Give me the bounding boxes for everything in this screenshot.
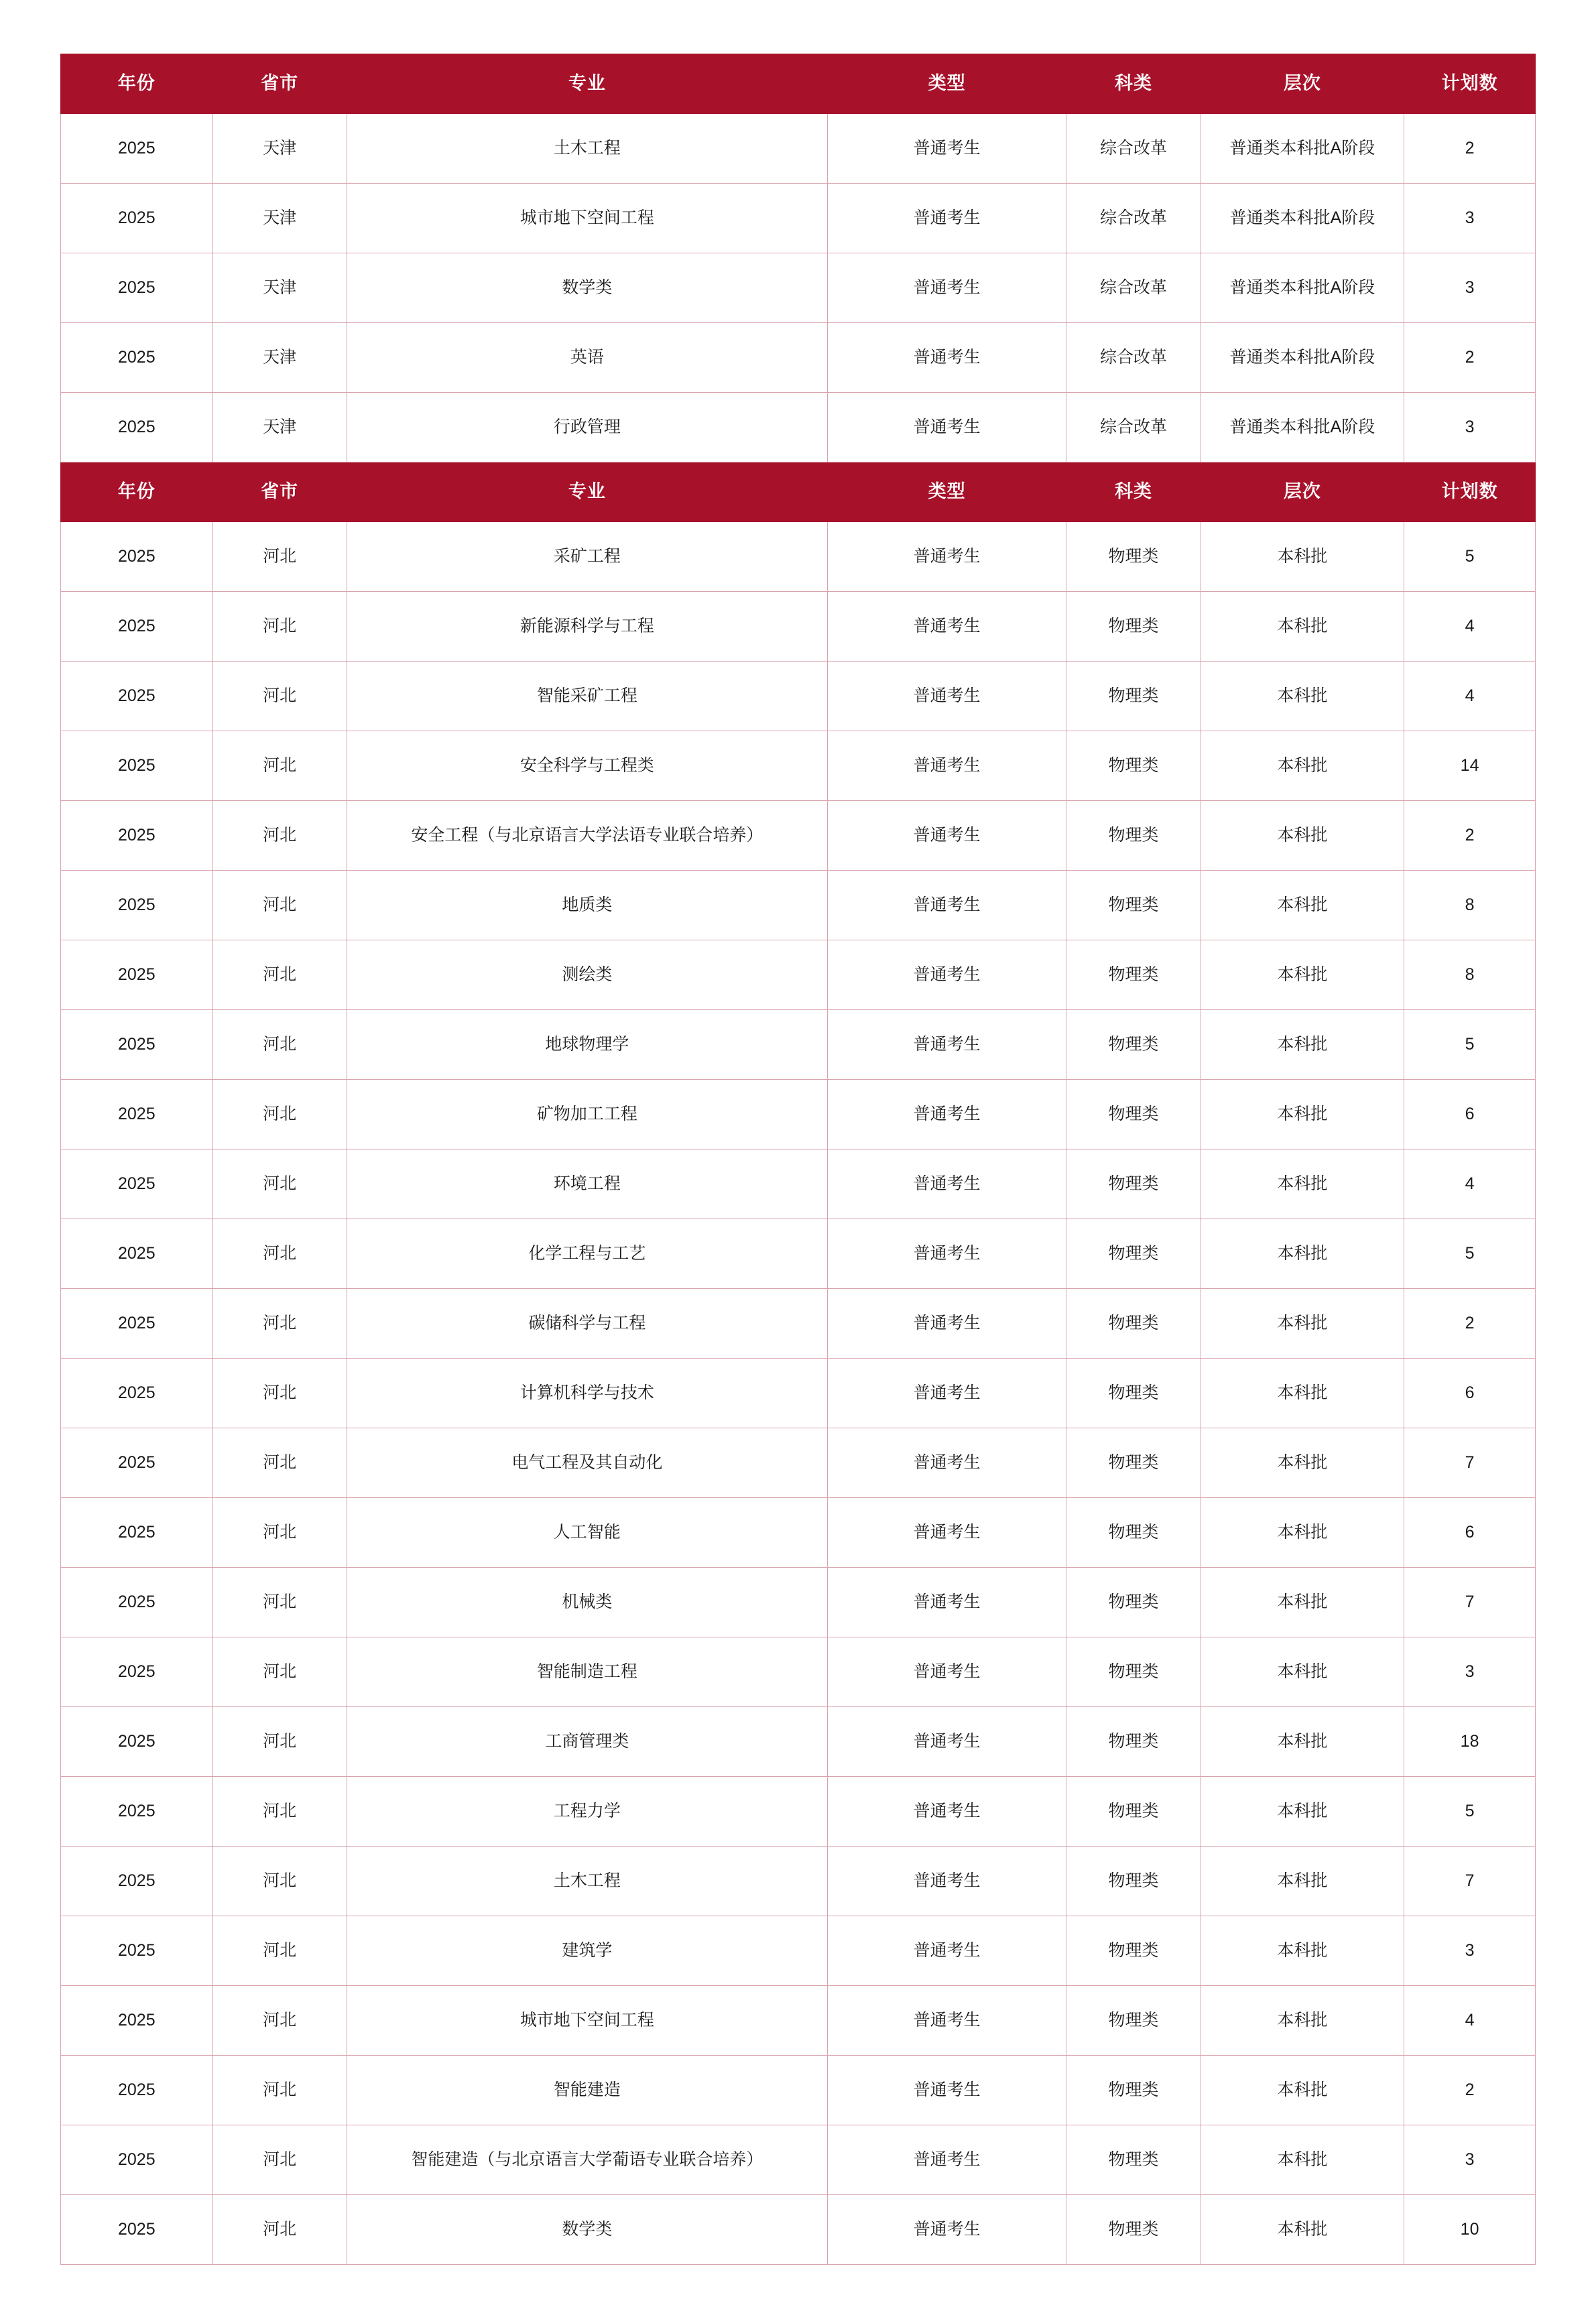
cell-major: 采矿工程 <box>347 522 827 592</box>
cell-province: 河北 <box>212 2195 347 2265</box>
cell-subject-category: 物理类 <box>1066 1289 1201 1359</box>
cell-major: 建筑学 <box>347 1916 827 1986</box>
cell-year: 2025 <box>61 1080 213 1149</box>
table-row <box>61 871 1536 940</box>
cell-level: 本科批 <box>1201 2056 1404 2125</box>
cell-plan-count: 6 <box>1404 1080 1536 1149</box>
cell-type: 普通考生 <box>827 1219 1066 1289</box>
cell-subject-category: 物理类 <box>1066 592 1201 662</box>
column-header-level: 层次 <box>1201 462 1404 522</box>
cell-level: 本科批 <box>1201 1568 1404 1637</box>
cell-major: 矿物加工工程 <box>347 1080 827 1149</box>
cell-major: 英语 <box>347 323 827 393</box>
table-row <box>61 801 1536 871</box>
cell-major: 碳储科学与工程 <box>347 1289 827 1359</box>
cell-subject-category: 物理类 <box>1066 1847 1201 1916</box>
cell-subject-category: 物理类 <box>1066 940 1201 1010</box>
cell-subject-category: 综合改革 <box>1066 114 1201 184</box>
cell-level: 普通类本科批A阶段 <box>1201 184 1404 253</box>
cell-type: 普通考生 <box>827 731 1066 801</box>
table-row <box>61 592 1536 662</box>
cell-level: 本科批 <box>1201 1707 1404 1777</box>
cell-level: 本科批 <box>1201 1010 1404 1080</box>
cell-major: 地质类 <box>347 871 827 940</box>
cell-type: 普通考生 <box>827 2056 1066 2125</box>
cell-level: 本科批 <box>1201 2125 1404 2195</box>
cell-major: 工商管理类 <box>347 1707 827 1777</box>
cell-type: 普通考生 <box>827 1498 1066 1568</box>
cell-province: 河北 <box>212 1149 347 1219</box>
table-row <box>61 1568 1536 1637</box>
cell-year: 2025 <box>61 1289 213 1359</box>
cell-type: 普通考生 <box>827 1080 1066 1149</box>
cell-type: 普通考生 <box>827 1916 1066 1986</box>
cell-type: 普通考生 <box>827 1359 1066 1428</box>
cell-province: 河北 <box>212 2056 347 2125</box>
cell-plan-count: 3 <box>1404 1916 1536 1986</box>
table-row <box>61 393 1536 462</box>
cell-major: 安全工程（与北京语言大学法语专业联合培养） <box>347 801 827 871</box>
cell-plan-count: 2 <box>1404 2056 1536 2125</box>
cell-type: 普通考生 <box>827 253 1066 323</box>
column-header-type: 类型 <box>827 462 1066 522</box>
cell-subject-category: 物理类 <box>1066 1498 1201 1568</box>
table-row <box>61 1149 1536 1219</box>
cell-province: 河北 <box>212 1986 347 2056</box>
cell-level: 本科批 <box>1201 1428 1404 1498</box>
table-row <box>61 1707 1536 1777</box>
cell-subject-category: 物理类 <box>1066 871 1201 940</box>
cell-province: 河北 <box>212 1637 347 1707</box>
cell-subject-category: 物理类 <box>1066 1986 1201 2056</box>
cell-plan-count: 18 <box>1404 1707 1536 1777</box>
cell-subject-category: 综合改革 <box>1066 184 1201 253</box>
table-row <box>61 1916 1536 1986</box>
cell-type: 普通考生 <box>827 871 1066 940</box>
cell-level: 本科批 <box>1201 1498 1404 1568</box>
table-row <box>61 2195 1536 2265</box>
cell-year: 2025 <box>61 1568 213 1637</box>
cell-year: 2025 <box>61 1428 213 1498</box>
cell-major: 行政管理 <box>347 393 827 462</box>
cell-year: 2025 <box>61 2195 213 2265</box>
table-row <box>61 1359 1536 1428</box>
cell-major: 测绘类 <box>347 940 827 1010</box>
cell-major: 电气工程及其自动化 <box>347 1428 827 1498</box>
table-row <box>61 323 1536 393</box>
cell-level: 普通类本科批A阶段 <box>1201 114 1404 184</box>
cell-province: 天津 <box>212 184 347 253</box>
column-header-major: 专业 <box>347 462 827 522</box>
cell-province: 河北 <box>212 592 347 662</box>
cell-year: 2025 <box>61 1149 213 1219</box>
cell-province: 河北 <box>212 871 347 940</box>
cell-subject-category: 物理类 <box>1066 2056 1201 2125</box>
cell-subject-category: 物理类 <box>1066 522 1201 592</box>
table-row <box>61 1428 1536 1498</box>
cell-type: 普通考生 <box>827 1010 1066 1080</box>
cell-subject-category: 物理类 <box>1066 662 1201 731</box>
cell-subject-category: 物理类 <box>1066 731 1201 801</box>
cell-province: 河北 <box>212 1568 347 1637</box>
cell-subject-category: 综合改革 <box>1066 323 1201 393</box>
cell-type: 普通考生 <box>827 1986 1066 2056</box>
cell-type: 普通考生 <box>827 1428 1066 1498</box>
cell-subject-category: 物理类 <box>1066 1916 1201 1986</box>
column-header-major: 专业 <box>347 54 827 114</box>
cell-plan-count: 4 <box>1404 662 1536 731</box>
cell-major: 智能建造 <box>347 2056 827 2125</box>
cell-province: 天津 <box>212 114 347 184</box>
column-header-subject-category: 科类 <box>1066 462 1201 522</box>
cell-type: 普通考生 <box>827 1568 1066 1637</box>
cell-year: 2025 <box>61 1359 213 1428</box>
cell-type: 普通考生 <box>827 2195 1066 2265</box>
cell-subject-category: 综合改革 <box>1066 253 1201 323</box>
cell-year: 2025 <box>61 1847 213 1916</box>
cell-year: 2025 <box>61 1707 213 1777</box>
column-header-plan-count: 计划数 <box>1404 54 1536 114</box>
cell-year: 2025 <box>61 1498 213 1568</box>
cell-major: 人工智能 <box>347 1498 827 1568</box>
cell-plan-count: 3 <box>1404 1637 1536 1707</box>
table-header-row <box>61 462 1536 522</box>
cell-major: 智能建造（与北京语言大学葡语专业联合培养） <box>347 2125 827 2195</box>
cell-plan-count: 4 <box>1404 1986 1536 2056</box>
cell-plan-count: 4 <box>1404 592 1536 662</box>
cell-year: 2025 <box>61 1777 213 1847</box>
cell-year: 2025 <box>61 393 213 462</box>
cell-year: 2025 <box>61 253 213 323</box>
cell-plan-count: 7 <box>1404 1568 1536 1637</box>
cell-type: 普通考生 <box>827 1707 1066 1777</box>
table-row <box>61 940 1536 1010</box>
cell-subject-category: 物理类 <box>1066 2195 1201 2265</box>
cell-plan-count: 6 <box>1404 1498 1536 1568</box>
cell-year: 2025 <box>61 114 213 184</box>
cell-level: 本科批 <box>1201 662 1404 731</box>
cell-subject-category: 物理类 <box>1066 1777 1201 1847</box>
cell-level: 本科批 <box>1201 801 1404 871</box>
cell-year: 2025 <box>61 592 213 662</box>
cell-subject-category: 物理类 <box>1066 2125 1201 2195</box>
cell-year: 2025 <box>61 323 213 393</box>
cell-level: 普通类本科批A阶段 <box>1201 323 1404 393</box>
cell-year: 2025 <box>61 1219 213 1289</box>
cell-plan-count: 2 <box>1404 801 1536 871</box>
cell-type: 普通考生 <box>827 940 1066 1010</box>
table-row <box>61 731 1536 801</box>
cell-year: 2025 <box>61 662 213 731</box>
cell-province: 天津 <box>212 253 347 323</box>
column-header-province: 省市 <box>212 462 347 522</box>
table-row <box>61 1986 1536 2056</box>
cell-year: 2025 <box>61 871 213 940</box>
cell-major: 数学类 <box>347 253 827 323</box>
cell-level: 普通类本科批A阶段 <box>1201 393 1404 462</box>
cell-level: 本科批 <box>1201 1149 1404 1219</box>
cell-plan-count: 8 <box>1404 940 1536 1010</box>
cell-province: 河北 <box>212 522 347 592</box>
cell-level: 本科批 <box>1201 731 1404 801</box>
column-header-province: 省市 <box>212 54 347 114</box>
column-header-type: 类型 <box>827 54 1066 114</box>
cell-type: 普通考生 <box>827 114 1066 184</box>
cell-major: 智能采矿工程 <box>347 662 827 731</box>
table-row <box>61 184 1536 253</box>
table-row <box>61 1010 1536 1080</box>
cell-plan-count: 3 <box>1404 184 1536 253</box>
cell-subject-category: 物理类 <box>1066 1359 1201 1428</box>
cell-province: 河北 <box>212 1847 347 1916</box>
cell-major: 城市地下空间工程 <box>347 1986 827 2056</box>
cell-level: 本科批 <box>1201 1359 1404 1428</box>
table-row <box>61 253 1536 323</box>
cell-plan-count: 7 <box>1404 1847 1536 1916</box>
table-row <box>61 522 1536 592</box>
cell-subject-category: 物理类 <box>1066 1707 1201 1777</box>
cell-level: 本科批 <box>1201 1916 1404 1986</box>
cell-plan-count: 10 <box>1404 2195 1536 2265</box>
cell-plan-count: 3 <box>1404 2125 1536 2195</box>
cell-level: 本科批 <box>1201 522 1404 592</box>
cell-level: 本科批 <box>1201 2195 1404 2265</box>
cell-province: 河北 <box>212 731 347 801</box>
table-row <box>61 2125 1536 2195</box>
cell-plan-count: 5 <box>1404 522 1536 592</box>
cell-year: 2025 <box>61 2056 213 2125</box>
cell-major: 土木工程 <box>347 114 827 184</box>
cell-plan-count: 8 <box>1404 871 1536 940</box>
cell-subject-category: 物理类 <box>1066 1149 1201 1219</box>
cell-plan-count: 14 <box>1404 731 1536 801</box>
table-row <box>61 1637 1536 1707</box>
cell-level: 本科批 <box>1201 592 1404 662</box>
cell-province: 河北 <box>212 1010 347 1080</box>
cell-year: 2025 <box>61 1986 213 2056</box>
column-header-subject-category: 科类 <box>1066 54 1201 114</box>
cell-level: 本科批 <box>1201 871 1404 940</box>
cell-province: 天津 <box>212 323 347 393</box>
cell-major: 地球物理学 <box>347 1010 827 1080</box>
cell-year: 2025 <box>61 1637 213 1707</box>
cell-type: 普通考生 <box>827 393 1066 462</box>
cell-province: 河北 <box>212 1219 347 1289</box>
cell-subject-category: 物理类 <box>1066 1010 1201 1080</box>
cell-year: 2025 <box>61 1010 213 1080</box>
cell-year: 2025 <box>61 940 213 1010</box>
column-header-year: 年份 <box>61 462 213 522</box>
cell-level: 本科批 <box>1201 1847 1404 1916</box>
cell-type: 普通考生 <box>827 1637 1066 1707</box>
table-row <box>61 1847 1536 1916</box>
cell-year: 2025 <box>61 184 213 253</box>
cell-province: 河北 <box>212 1916 347 1986</box>
table-body <box>61 54 1536 2265</box>
cell-type: 普通考生 <box>827 801 1066 871</box>
cell-year: 2025 <box>61 1916 213 1986</box>
cell-subject-category: 物理类 <box>1066 1428 1201 1498</box>
cell-province: 河北 <box>212 662 347 731</box>
table-row <box>61 1219 1536 1289</box>
cell-major: 城市地下空间工程 <box>347 184 827 253</box>
cell-type: 普通考生 <box>827 1847 1066 1916</box>
column-header-level: 层次 <box>1201 54 1404 114</box>
cell-major: 环境工程 <box>347 1149 827 1219</box>
cell-major: 工程力学 <box>347 1777 827 1847</box>
cell-major: 机械类 <box>347 1568 827 1637</box>
cell-major: 智能制造工程 <box>347 1637 827 1707</box>
cell-type: 普通考生 <box>827 592 1066 662</box>
cell-type: 普通考生 <box>827 323 1066 393</box>
cell-plan-count: 3 <box>1404 393 1536 462</box>
cell-subject-category: 物理类 <box>1066 1219 1201 1289</box>
cell-province: 天津 <box>212 393 347 462</box>
cell-subject-category: 物理类 <box>1066 1568 1201 1637</box>
cell-plan-count: 3 <box>1404 253 1536 323</box>
cell-type: 普通考生 <box>827 1777 1066 1847</box>
cell-plan-count: 2 <box>1404 114 1536 184</box>
cell-plan-count: 4 <box>1404 1149 1536 1219</box>
cell-type: 普通考生 <box>827 662 1066 731</box>
table-header-row <box>61 54 1536 114</box>
cell-major: 数学类 <box>347 2195 827 2265</box>
cell-plan-count: 2 <box>1404 1289 1536 1359</box>
cell-province: 河北 <box>212 940 347 1010</box>
cell-province: 河北 <box>212 1428 347 1498</box>
cell-subject-category: 物理类 <box>1066 801 1201 871</box>
column-header-year: 年份 <box>61 54 213 114</box>
column-header-plan-count: 计划数 <box>1404 462 1536 522</box>
cell-plan-count: 2 <box>1404 323 1536 393</box>
cell-year: 2025 <box>61 801 213 871</box>
cell-subject-category: 综合改革 <box>1066 393 1201 462</box>
cell-level: 普通类本科批A阶段 <box>1201 253 1404 323</box>
cell-level: 本科批 <box>1201 1986 1404 2056</box>
cell-subject-category: 物理类 <box>1066 1080 1201 1149</box>
cell-type: 普通考生 <box>827 2125 1066 2195</box>
table-row <box>61 114 1536 184</box>
cell-province: 河北 <box>212 1080 347 1149</box>
table-row <box>61 1498 1536 1568</box>
cell-year: 2025 <box>61 2125 213 2195</box>
cell-subject-category: 物理类 <box>1066 1637 1201 1707</box>
cell-level: 本科批 <box>1201 1637 1404 1707</box>
cell-plan-count: 5 <box>1404 1777 1536 1847</box>
cell-level: 本科批 <box>1201 1219 1404 1289</box>
table-row <box>61 1080 1536 1149</box>
cell-level: 本科批 <box>1201 1080 1404 1149</box>
cell-type: 普通考生 <box>827 1149 1066 1219</box>
cell-plan-count: 6 <box>1404 1359 1536 1428</box>
cell-province: 河北 <box>212 1289 347 1359</box>
cell-province: 河北 <box>212 2125 347 2195</box>
cell-level: 本科批 <box>1201 1289 1404 1359</box>
cell-province: 河北 <box>212 1777 347 1847</box>
table-row <box>61 2056 1536 2125</box>
cell-type: 普通考生 <box>827 522 1066 592</box>
cell-plan-count: 5 <box>1404 1010 1536 1080</box>
cell-province: 河北 <box>212 1707 347 1777</box>
cell-level: 本科批 <box>1201 940 1404 1010</box>
cell-plan-count: 7 <box>1404 1428 1536 1498</box>
cell-major: 新能源科学与工程 <box>347 592 827 662</box>
cell-major: 土木工程 <box>347 1847 827 1916</box>
cell-province: 河北 <box>212 801 347 871</box>
table-row <box>61 1777 1536 1847</box>
cell-year: 2025 <box>61 522 213 592</box>
cell-major: 安全科学与工程类 <box>347 731 827 801</box>
cell-type: 普通考生 <box>827 1289 1066 1359</box>
cell-major: 化学工程与工艺 <box>347 1219 827 1289</box>
table-row <box>61 1289 1536 1359</box>
cell-plan-count: 5 <box>1404 1219 1536 1289</box>
cell-level: 本科批 <box>1201 1777 1404 1847</box>
cell-major: 计算机科学与技术 <box>347 1359 827 1428</box>
table-row <box>61 662 1536 731</box>
cell-province: 河北 <box>212 1359 347 1428</box>
cell-type: 普通考生 <box>827 184 1066 253</box>
cell-year: 2025 <box>61 731 213 801</box>
cell-province: 河北 <box>212 1498 347 1568</box>
enrollment-plan-table <box>60 54 1536 2265</box>
